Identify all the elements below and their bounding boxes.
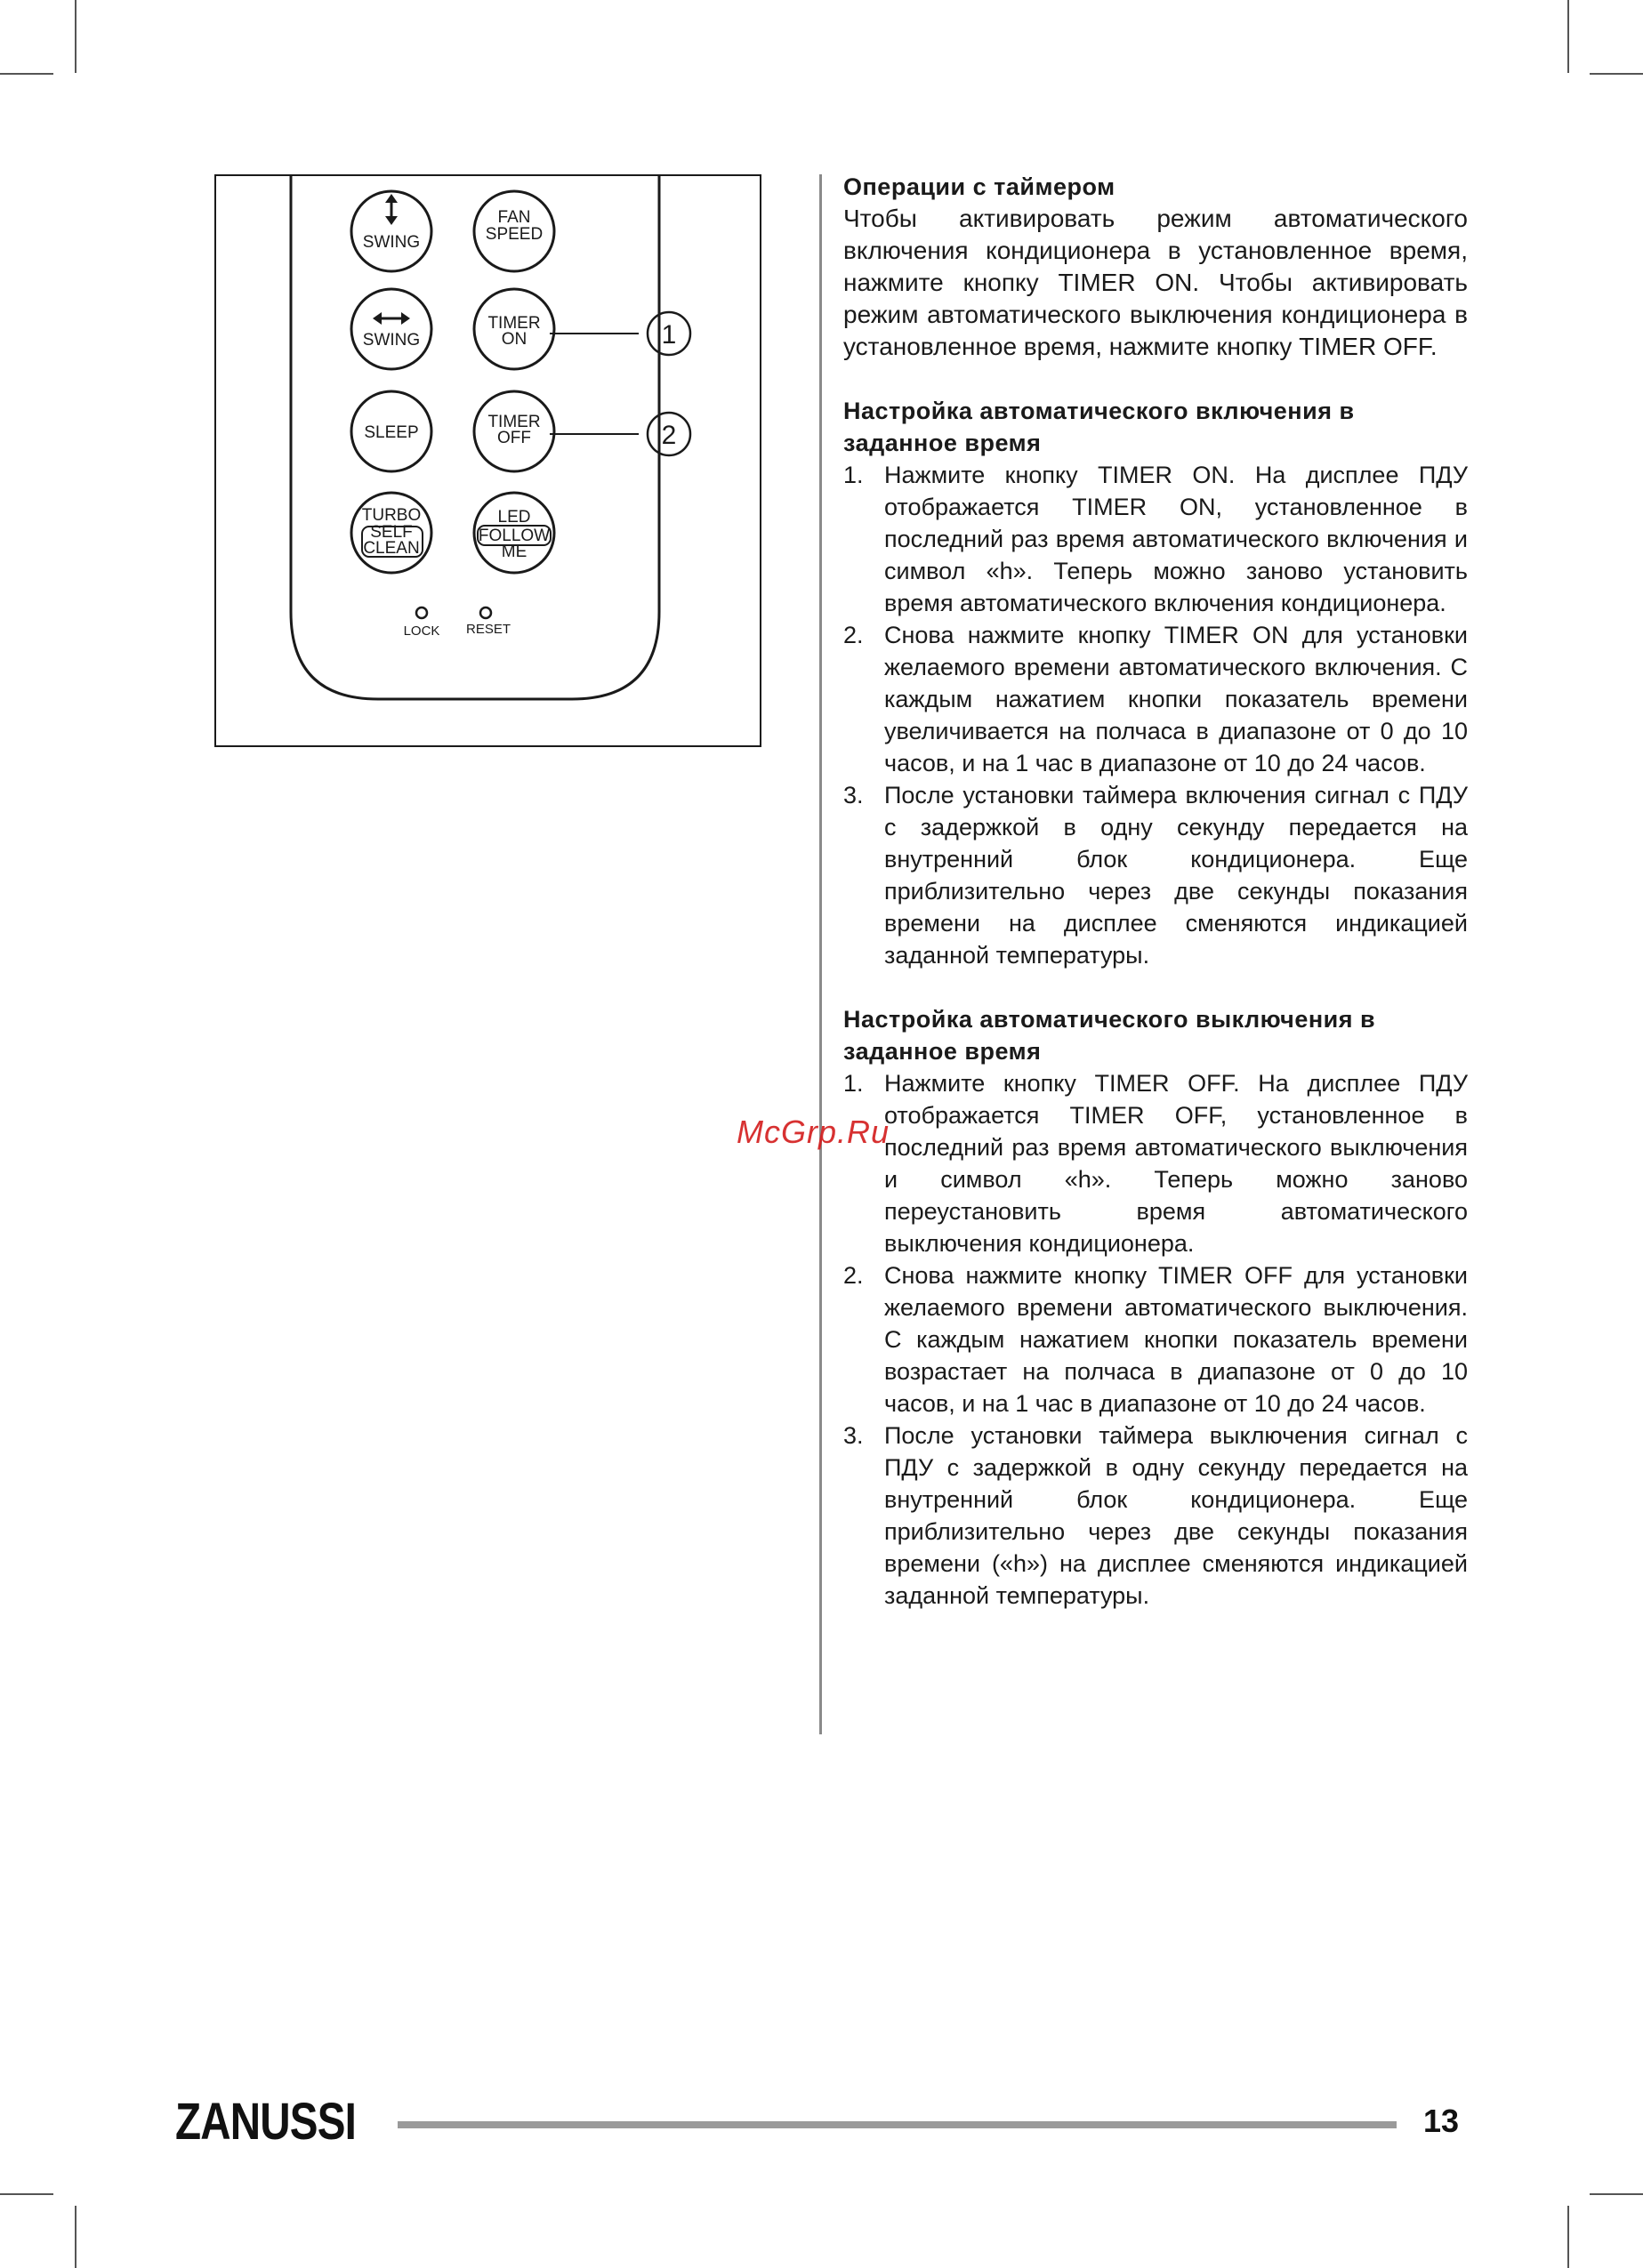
crop-mark: [1590, 73, 1643, 75]
turbo-self-clean-button[interactable]: [351, 493, 431, 573]
crop-mark: [0, 73, 53, 75]
swing-horizontal-label: SWING: [362, 331, 421, 350]
callout-2-number: 2: [661, 421, 677, 450]
turbo-label: TURBO: [361, 506, 422, 525]
step-text: Нажмите кнопку TIMER OFF. На дисплее ПДУ отображается TIMER OFF, установленное в последний раз время автоматического выключения и символ «h». Теперь можно заново переустановить время автоматического выключения кондиционера.: [884, 1070, 1468, 1257]
crop-mark: [1567, 2206, 1569, 2268]
section-heading-auto-on: Настройка автоматического включения в заданное время: [843, 398, 1355, 456]
step-number: 3.: [843, 1422, 864, 1449]
step-number: 2.: [843, 1262, 864, 1289]
sleep-button[interactable]: [351, 391, 431, 471]
follow-label: FOLLOW: [478, 527, 551, 545]
reset-button[interactable]: [466, 607, 511, 637]
timer-on-button[interactable]: [474, 289, 554, 369]
lock-label: LOCK: [403, 623, 440, 639]
timer-intro-paragraph: Чтобы активировать режим автоматического включения кондиционера в установленное время, нажмите кнопку TIMER ON. Чтобы активировать режим автоматического выключения кондиционера в установленное время, нажмите кнопку TIMER OFF.: [843, 205, 1468, 360]
list-item: [843, 459, 1468, 619]
swing-horizontal-button[interactable]: [351, 289, 431, 369]
vertical-arrow-icon: [385, 194, 398, 225]
crop-mark: [75, 2206, 77, 2268]
timer-on-label-line1: TIMER: [487, 314, 541, 333]
horizontal-arrow-icon: [373, 312, 410, 325]
step-number: 2.: [843, 622, 864, 648]
section-heading-timer-operations: Операции с таймером: [843, 173, 1115, 200]
list-item: [843, 1420, 1468, 1612]
remote-control-illustration: [216, 176, 763, 749]
instructions-column: [843, 171, 1468, 1612]
step-text: Нажмите кнопку TIMER ON. На дисплее ПДУ отображается TIMER ON, установленное в последний раз время автоматического включения и символ «h». Теперь можно заново установить время автоматического включения кондиционера.: [884, 462, 1468, 616]
sleep-label: SLEEP: [364, 423, 419, 442]
step-text: После установки таймера включения сигнал с ПДУ с задержкой в одну секунду передается на внутренний блок кондиционера. Еще приблизительно через две секунды показания времени на дисплее сменяются индикацией заданной температуры.: [884, 782, 1468, 969]
crop-mark: [0, 2193, 53, 2195]
callout-1: [550, 312, 690, 355]
timer-off-label-line1: TIMER: [487, 413, 541, 431]
crop-mark: [1567, 0, 1569, 73]
list-item: [843, 779, 1468, 971]
crop-mark: [75, 0, 77, 73]
reset-label: RESET: [465, 622, 511, 637]
lock-button[interactable]: [404, 607, 440, 639]
clean-label: CLEAN: [363, 539, 420, 558]
watermark: McGrp.Ru: [737, 1114, 890, 1150]
auto-on-steps: [843, 459, 1468, 971]
list-item: [843, 619, 1468, 779]
remote-control-figure: [214, 174, 761, 747]
swing-vertical-button[interactable]: [351, 191, 431, 271]
step-number: 1.: [843, 462, 864, 488]
timer-off-label-line2: OFF: [497, 429, 531, 447]
swing-vertical-label: SWING: [362, 233, 421, 252]
step-number: 1.: [843, 1070, 864, 1097]
crop-mark: [1590, 2193, 1643, 2195]
step-number: 3.: [843, 782, 864, 808]
column-divider: [819, 174, 822, 1734]
step-text: Снова нажмите кнопку TIMER ON для установки желаемого времени автоматического включения. С каждым нажатием кнопки показатель времени увеличивается на полчаса в диапазоне от 0 до 10 часов, и на 1 час в диапазоне от 10 до 24 часов.: [884, 622, 1468, 776]
me-label: ME: [501, 543, 528, 561]
timer-on-label-line2: ON: [501, 330, 528, 349]
timer-off-button[interactable]: [474, 391, 554, 471]
led-follow-me-button[interactable]: [474, 493, 554, 573]
step-text: После установки таймера выключения сигнал с ПДУ с задержкой в одну секунду передается на внутренний блок кондиционера. Еще приблизительно через две секунды показания времени («h») на дисплее сменяются индикацией заданной температуры.: [884, 1422, 1468, 1609]
brand-logo: ZANUSSI: [175, 2093, 357, 2151]
self-label: SELF: [370, 523, 413, 542]
fan-speed-label-line1: FAN: [497, 208, 531, 227]
page-number: 13: [1423, 2103, 1460, 2139]
step-text: Снова нажмите кнопку TIMER OFF для установки желаемого времени автоматического выключения. С каждым нажатием кнопки показатель времени возрастает на полчаса в диапазоне от 0 до 10 часов, и на 1 час в диапазоне от 10 до 24 часов.: [884, 1262, 1468, 1417]
callout-2: [550, 413, 690, 455]
led-label: LED: [497, 508, 531, 527]
list-item: [843, 1067, 1468, 1259]
section-heading-auto-off: Настройка автоматического выключения в заданное время: [843, 1006, 1376, 1065]
callout-1-number: 1: [661, 320, 677, 350]
fan-speed-label-line2: SPEED: [485, 225, 544, 244]
auto-off-steps: [843, 1067, 1468, 1612]
list-item: [843, 1259, 1468, 1420]
footer-rule: [398, 2121, 1397, 2128]
fan-speed-button[interactable]: [474, 191, 554, 271]
